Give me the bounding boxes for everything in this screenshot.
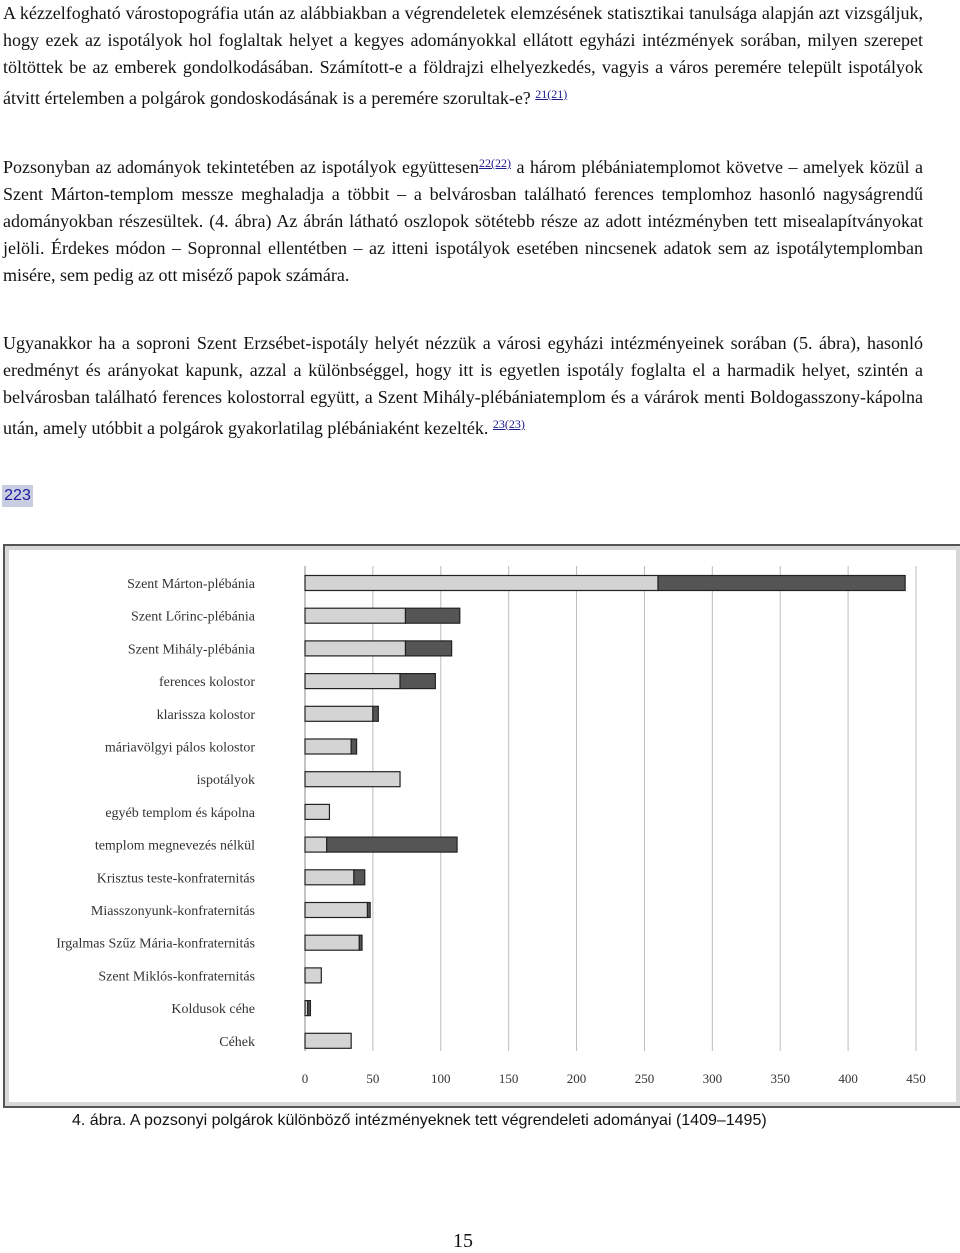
bar-light-0 bbox=[305, 576, 658, 591]
bar-chart bbox=[5, 546, 960, 1106]
footnote-link-22[interactable]: 22(22) bbox=[478, 156, 511, 170]
category-label-5: máriavölgyi pálos kolostor bbox=[104, 740, 255, 756]
x-tick-label-350: 350 bbox=[770, 1071, 790, 1086]
category-label-6: ispotályok bbox=[196, 773, 255, 789]
footnote-link-23[interactable]: 23(23) bbox=[492, 417, 525, 431]
chart-frame bbox=[3, 544, 960, 1108]
bar-light-1 bbox=[305, 608, 405, 623]
paragraph-2-text-b: a három plébániatemplomot követve – amelyek közül a Szent Márton-templom messze meghaladja a többit – a belvárosban található ferences templomhoz hasonló nagyságrendű adományokban részesültek. (4. ábra) Az ábrán látható oszlopok sötétebb része az adott intézményben tett misealapítványokat jelöli. Érdekes módon – Sopronnal ellentétben – az itteni ispotályok esetében nincsenek adatok sem az ispotálytemplomban misére, sem pedig az ott miséző papok számára. bbox=[3, 157, 923, 285]
category-label-10: Miasszonyunk-konfraternitás bbox=[90, 904, 255, 919]
category-label-13: Koldusok céhe bbox=[171, 1002, 255, 1018]
page-number: 15 bbox=[453, 1230, 473, 1252]
category-label-7: egyéb templom és kápolna bbox=[105, 805, 255, 821]
category-label-1: Szent Lőrinc-plébánia bbox=[130, 609, 255, 625]
bar-dark-13 bbox=[308, 1001, 311, 1016]
paragraph-1-text: A kézzelfogható várostopográfia után az alábbiakban a végrendeletek elemzésének statisztikai tanulsága alapján azt vizsgáljuk, hogy ezek az ispotályok hol foglaltak helyet a kegyes adományokkal ellátott egyházi intézmények sorában, milyen szerepet töltöttek be az emberek gondolkodásában. Számított-e a földrajzi elhelyezkedés, vagyis a város peremére települt ispotályok átvitt értelemben a polgárok gondoskodásának is a peremére szorultak-e? bbox=[3, 3, 923, 108]
bar-dark-5 bbox=[351, 739, 356, 754]
x-tick-label-0: 0 bbox=[301, 1071, 309, 1086]
figure-caption: 4. ábra. A pozsonyi polgárok különböző intézményeknek tett végrendeleti adományai (1409–1495) bbox=[72, 1112, 767, 1129]
category-label-11: Irgalmas Szűz Mária-konfraternitás bbox=[56, 936, 255, 952]
bar-dark-8 bbox=[327, 837, 457, 852]
bar-light-4 bbox=[305, 706, 373, 721]
footnote-link-21[interactable]: 21(21) bbox=[535, 87, 568, 101]
bar-light-7 bbox=[305, 804, 329, 819]
paragraph-1 bbox=[3, 0, 923, 112]
bar-dark-0 bbox=[658, 576, 905, 591]
bar-light-5 bbox=[305, 739, 351, 754]
x-tick-label-450: 450 bbox=[906, 1071, 926, 1086]
x-tick-label-300: 300 bbox=[702, 1071, 723, 1086]
x-tick-label-200: 200 bbox=[566, 1071, 587, 1086]
bar-dark-10 bbox=[367, 903, 370, 918]
paragraph-2-text-a: Pozsonyban az adományok tekintetében az ispotályok együttesen bbox=[3, 157, 479, 177]
bar-dark-2 bbox=[405, 641, 451, 656]
x-tick-label-50: 50 bbox=[366, 1071, 380, 1086]
bar-light-8 bbox=[305, 837, 327, 852]
category-label-12: Szent Miklós-konfraternitás bbox=[98, 969, 255, 985]
bar-light-3 bbox=[305, 674, 400, 689]
bar-light-10 bbox=[305, 903, 367, 918]
bar-dark-1 bbox=[405, 608, 459, 623]
x-tick-label-150: 150 bbox=[498, 1071, 519, 1086]
category-label-9: Krisztus teste-konfraternitás bbox=[96, 871, 255, 887]
bar-light-11 bbox=[305, 935, 359, 950]
bar-dark-3 bbox=[400, 674, 435, 689]
bar-light-2 bbox=[305, 641, 405, 656]
bar-light-9 bbox=[305, 870, 354, 885]
category-label-4: klarissza kolostor bbox=[156, 707, 255, 723]
bar-light-12 bbox=[305, 968, 321, 983]
bar-dark-9 bbox=[354, 870, 365, 885]
category-label-3: ferences kolostor bbox=[158, 675, 255, 691]
bar-light-6 bbox=[305, 772, 400, 787]
bar-dark-4 bbox=[373, 706, 378, 721]
x-tick-label-250: 250 bbox=[634, 1071, 655, 1086]
x-tick-label-100: 100 bbox=[431, 1071, 451, 1086]
paragraph-3-text: Ugyanakkor ha a soproni Szent Erzsébet-ispotály helyét nézzük a városi egyházi intézményeinek sorában (5. ábra), hasonló eredményt és arányokat kapunk, azzal a különbséggel, hogy itt is egyetlen ispotály foglalta el a harmadik helyet, szintén a belvárosban található ferences kolostorral együtt, a Szent Mihály-plébániatemplom és a várárok menti Boldogasszony-kápolna után, amely utóbbit a polgárok gyakorlatilag plébániaként kezelték. bbox=[3, 333, 923, 438]
bar-light-14 bbox=[305, 1033, 351, 1048]
category-label-14: Céhek bbox=[219, 1034, 255, 1050]
paragraph-3 bbox=[3, 330, 923, 442]
category-label-8: templom megnevezés nélkül bbox=[94, 838, 255, 854]
x-tick-label-400: 400 bbox=[838, 1071, 858, 1086]
category-label-0: Szent Márton-plébánia bbox=[127, 577, 255, 592]
bar-dark-11 bbox=[359, 935, 362, 950]
page-anchor-link[interactable]: 223 bbox=[2, 485, 33, 507]
category-label-2: Szent Mihály-plébánia bbox=[127, 642, 255, 658]
paragraph-2 bbox=[3, 150, 923, 289]
